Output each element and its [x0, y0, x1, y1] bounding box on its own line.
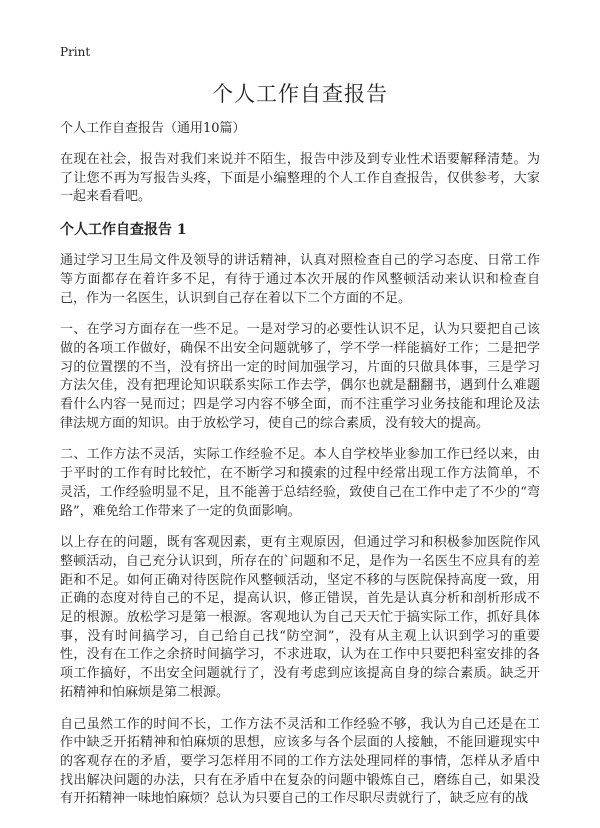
section-heading: 个人工作自查报告 1: [60, 222, 187, 239]
body-paragraph-2: 一、在学习方面存在一些不足。一是对学习的必要性认识不足，认为只要把自己该做的各项工作做好，确保不出安全问题就够了，学不学一样能搞好工作；二是把学习的位置摆的不当，没有挤出一定的时间加强学习，片面的只做具体事，三是学习方法欠佳，没有把理论知识联系实际工作去学，偶尔也就是翻翻书，遇到什么难题看什么内容一晃而过；四是学习内容不够全面，而不注重学习业务技能和理论及法律法规方面的知识。由于放松学习，使自己的综合素质，没有较大的提高。: [60, 322, 540, 431]
print-link[interactable]: Print: [60, 45, 91, 59]
body-paragraph-3: 二、工作方法不灵活，实际工作经验不足。本人自学校毕业参加工作已经以来，由于平时的工作有时比较忙，在不断学习和摸索的过程中经常出现工作方法简单，不灵活，工作经验明显不足，且不能善于总结经验，致使自己在工作中走了不少的“弯路”，难免给工作带来了一定的负面影响。: [60, 447, 540, 519]
body-paragraph-5: 自己虽然工作的时间不长，工作方法不灵活和工作经验不够，我认为自己还是在工作中缺乏开拓精神和怕麻烦的思想，应该多与各个层面的人接触，不能回避现实中的客观存在的矛盾，要学习怎样用不同的工作方法处理同样的事情，怎样从矛盾中找出解决问题的办法，只有在矛盾中在复杂的问题中锻炼自己，磨练自己，如果没有开拓精神一味地怕麻烦？总认为只要自己的工作尽职尽责就行了，缺乏应有的战: [60, 716, 540, 807]
document-subtitle: 个人工作自查报告（通用10篇）: [60, 121, 246, 136]
page-title: 个人工作自查报告: [212, 82, 388, 106]
intro-paragraph: 在现在社会，报告对我们来说并不陌生，报告中涉及到专业性术语要解释清楚。为了让您不再为写报告头疼，下面是小编整理的个人工作自查报告，仅供参考，大家一起来看看吧。: [60, 152, 540, 205]
body-paragraph-1: 通过学习卫生局文件及领导的讲话精神，认真对照检查自己的学习态度、日常工作等方面都存在着许多不足，有待于通过本次开展的作风整顿活动来认识和检查自己，作为一名医生，认识到自己存在着以下二个方面的不足。: [60, 253, 540, 306]
body-paragraph-4: 以上存在的问题，既有客观因素，更有主观原因，但通过学习和积极参加医院作风整顿活动，自己充分认识到，所存在的`问题和不足，是作为一名医生不应具有的差距和不足。如何正确对待医院作风整顿活动，坚定不移的与医院保持高度一致，用正确的态度对待自己的不足，提高认识，修正错误，首先是认真分析和剖析形成不足的根源。放松学习是第一根源。客观地认为自己天天忙于搞实际工作，抓好具体事，没有时间搞学习，自己给自己找“防空洞”，没有从主观上认识到学习的重要性，没有在工作之余挤时间搞学习，不求进取，认为在工作中只要把科室安排的各项工作搞好，不出安全问题就行了，没有考虑到应该提高自身的综合素质。缺乏开拓精神和怕麻烦是第二根源。: [60, 535, 540, 700]
